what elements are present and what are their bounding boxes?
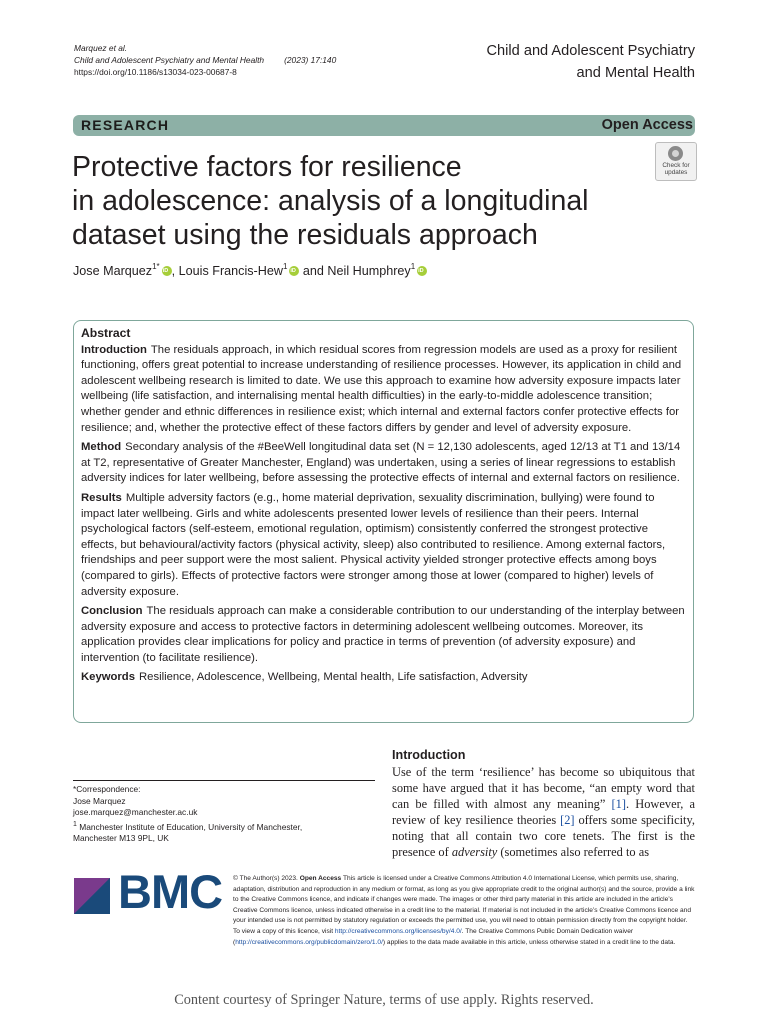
section-label: Method xyxy=(81,441,122,454)
author-name[interactable]: Jose Marquez xyxy=(73,264,153,278)
author-affiliation-sup: 1 xyxy=(282,262,288,271)
license-run: ) applies to the data made available in this article, unless otherwise stated in a credit line to the data. xyxy=(382,938,676,946)
intro-emphasis: adversity xyxy=(451,845,498,859)
orcid-icon[interactable] xyxy=(289,266,299,276)
check-updates-line1: Check for xyxy=(662,162,690,169)
intro-text-run: (sometimes also referred to as xyxy=(497,845,650,859)
affiliation-sup: 1 xyxy=(73,820,77,828)
footnote-line: Manchester M13 9PL, UK xyxy=(73,833,169,844)
abstract-keywords xyxy=(81,670,687,686)
author-affiliation-sup: 1 xyxy=(410,262,416,271)
section-label: Conclusion xyxy=(81,605,143,618)
research-label: RESEARCH xyxy=(81,117,170,133)
title-line1: Protective factors for resilience xyxy=(72,151,462,183)
article-title xyxy=(72,150,632,252)
section-label: Keywords xyxy=(81,671,135,684)
header-year-volume: (2023) 17:140 xyxy=(284,55,337,65)
orcid-icon[interactable] xyxy=(417,266,427,276)
check-for-updates-button[interactable] xyxy=(655,142,697,181)
author-name[interactable]: and Neil Humphrey xyxy=(299,264,411,278)
license-run: . The Creative Commons Public Domain Dedication waiver ( xyxy=(233,927,634,946)
citation-link[interactable]: [1] xyxy=(611,797,626,811)
section-label: Introduction xyxy=(81,343,147,356)
courtesy-notice: Content courtesy of Springer Nature, terms of use apply. Rights reserved. xyxy=(174,992,594,1008)
bmc-logo-text: BMC xyxy=(118,865,223,918)
abstract-heading: Abstract xyxy=(81,326,131,340)
license-run: This article is licensed under a Creative Commons Attribution 4.0 International License, which permits use, sharing, adaptation, distribution and reproduction in any medium or format, as long as you give appropriate credit to the original author(s) and the source, provide a link to the Creative Commons licence, and indicate if changes were made. The images or other third party material in this article are included in the article’s Creative Commons licence, unless indicated otherwise in a credit line to the material. If material is not included in the article’s Creative Commons licence and your intended use is not permitted by statutory regulation or exceeds the permitted use, you will need to obtain permission directly from the copyright holder. To view a copy of this licence, visit xyxy=(233,875,695,935)
footnote-line: Jose Marquez xyxy=(73,795,126,806)
abstract-section-introduction xyxy=(81,343,687,437)
license-text xyxy=(233,874,695,948)
abstract-section-conclusion xyxy=(81,604,687,666)
citation-link[interactable]: [2] xyxy=(560,813,575,827)
journal-title-line1: Child and Adolescent Psychiatry xyxy=(486,43,695,59)
section-text: Resilience, Adolescence, Wellbeing, Mental health, Life satisfaction, Adversity xyxy=(139,671,528,684)
correspondence-footnote xyxy=(73,784,302,845)
intro-text-run: Use of the term ‘resilience’ has become so ubiquitous that some have argued that it has become, “an empty word that can be filled with almost any meaning” xyxy=(392,765,695,811)
intro-paragraph xyxy=(392,764,695,860)
intro-heading: Introduction xyxy=(392,748,466,762)
header-doi-link[interactable]: https://doi.org/10.1186/s13034-023-00687-8 xyxy=(74,67,237,77)
check-updates-line2: updates xyxy=(664,169,688,177)
affiliation-text: Manchester Institute of Education, University of Manchester, xyxy=(76,821,303,832)
license-open-access: Open Access xyxy=(299,875,342,882)
orcid-icon[interactable] xyxy=(162,266,172,276)
affiliation-line xyxy=(73,819,302,833)
footnote-line: *Correspondence: xyxy=(73,784,141,794)
section-text: Secondary analysis of the #BeeWell longitudinal data set (N = 12,130 adolescents, aged 12/13 at T1 and 13/14 at T2, representative of Greater Manchester, England) was undertaken, using a series of linear regressions to establish adversity indices for later wellbeing, before assessing the protective effects of internal and external factors on resilience. xyxy=(81,441,681,485)
journal-title-line2: and Mental Health xyxy=(576,65,695,81)
title-line2: in adolescence: analysis of a longitudinal xyxy=(72,185,589,217)
title-line3: dataset using the residuals approach xyxy=(72,219,538,251)
bmc-logo-icon xyxy=(74,878,110,914)
abstract xyxy=(81,326,687,690)
section-text: Multiple adversity factors (e.g., home material deprivation, sexuality discrimination, bullying) were found to impact later wellbeing. Girls and white adolescents presented lower levels of resilience than their peers. Internal psychological factors (self-esteem, emotional regulation, optimism) consistently conferred the strongest protective effects, but behavioural/activity factors (physical activity, sleep) also contributed to resilience. Among external factors, friendships and peer support were the most salient. Physical activity yielded stronger protective effects among boys (compared to girls). Effects of protective factors were stronger among those at lower (compared to higher) levels of adversity exposure. xyxy=(81,491,666,598)
correspondence-email-link[interactable]: jose.marquez@manchester.ac.uk xyxy=(73,807,198,818)
intro-text-run: . However, a review of key resilience theories xyxy=(392,797,695,827)
header-authors: Marquez et al. xyxy=(74,43,128,53)
open-access-label: Open Access xyxy=(601,117,693,133)
intro-text-run: offers some specificity, noting that all contain two core tenets. The first is the presence of xyxy=(392,813,695,859)
author-affiliation-sup: 1* xyxy=(152,262,160,271)
author-name[interactable]: , Louis Francis-Hew xyxy=(171,264,283,278)
section-text: The residuals approach, in which residual scores from regression models are used as a proxy for resilient functioning, offers great potential to increase understanding of resilience processes. However, its application in child and adolescent wellbeing research is limited to date. We use this approach to examine how adversity exposure impacts later wellbeing (life satisfaction, and internalising mental health difficulties) in the early-to-middle adolescence transition; whether gender and ethnic differences in resilience exist; which internal and external factors confer protective effects for resilience; and, whether the protective effect of these factors differs by gender and level of adversity exposure. xyxy=(81,343,682,434)
header-journal: Child and Adolescent Psychiatry and Mental Health xyxy=(74,55,265,65)
section-label: Results xyxy=(81,491,122,504)
author-list xyxy=(73,264,427,278)
license-run: © The Author(s) 2023. xyxy=(233,875,300,882)
section-text: The residuals approach can make a considerable contribution to our understanding of the interplay between adversity exposure and access to protective factors in determining adolescent wellbeing outcomes. Moreover, its application provides clear implications for policy and practice in terms of prevention (of adversity exposure) and intervention (to facilitate resilience). xyxy=(81,605,685,664)
license-link[interactable]: http://creativecommons.org/publicdomain/zero/1.0/ xyxy=(235,938,383,946)
abstract-section-method xyxy=(81,440,687,487)
running-header xyxy=(74,42,336,78)
footnote-divider xyxy=(73,780,375,781)
license-link[interactable]: http://creativecommons.org/licenses/by/4.0/ xyxy=(334,927,462,935)
check-updates-icon xyxy=(668,146,683,161)
journal-title xyxy=(487,40,695,84)
abstract-section-results xyxy=(81,491,687,600)
